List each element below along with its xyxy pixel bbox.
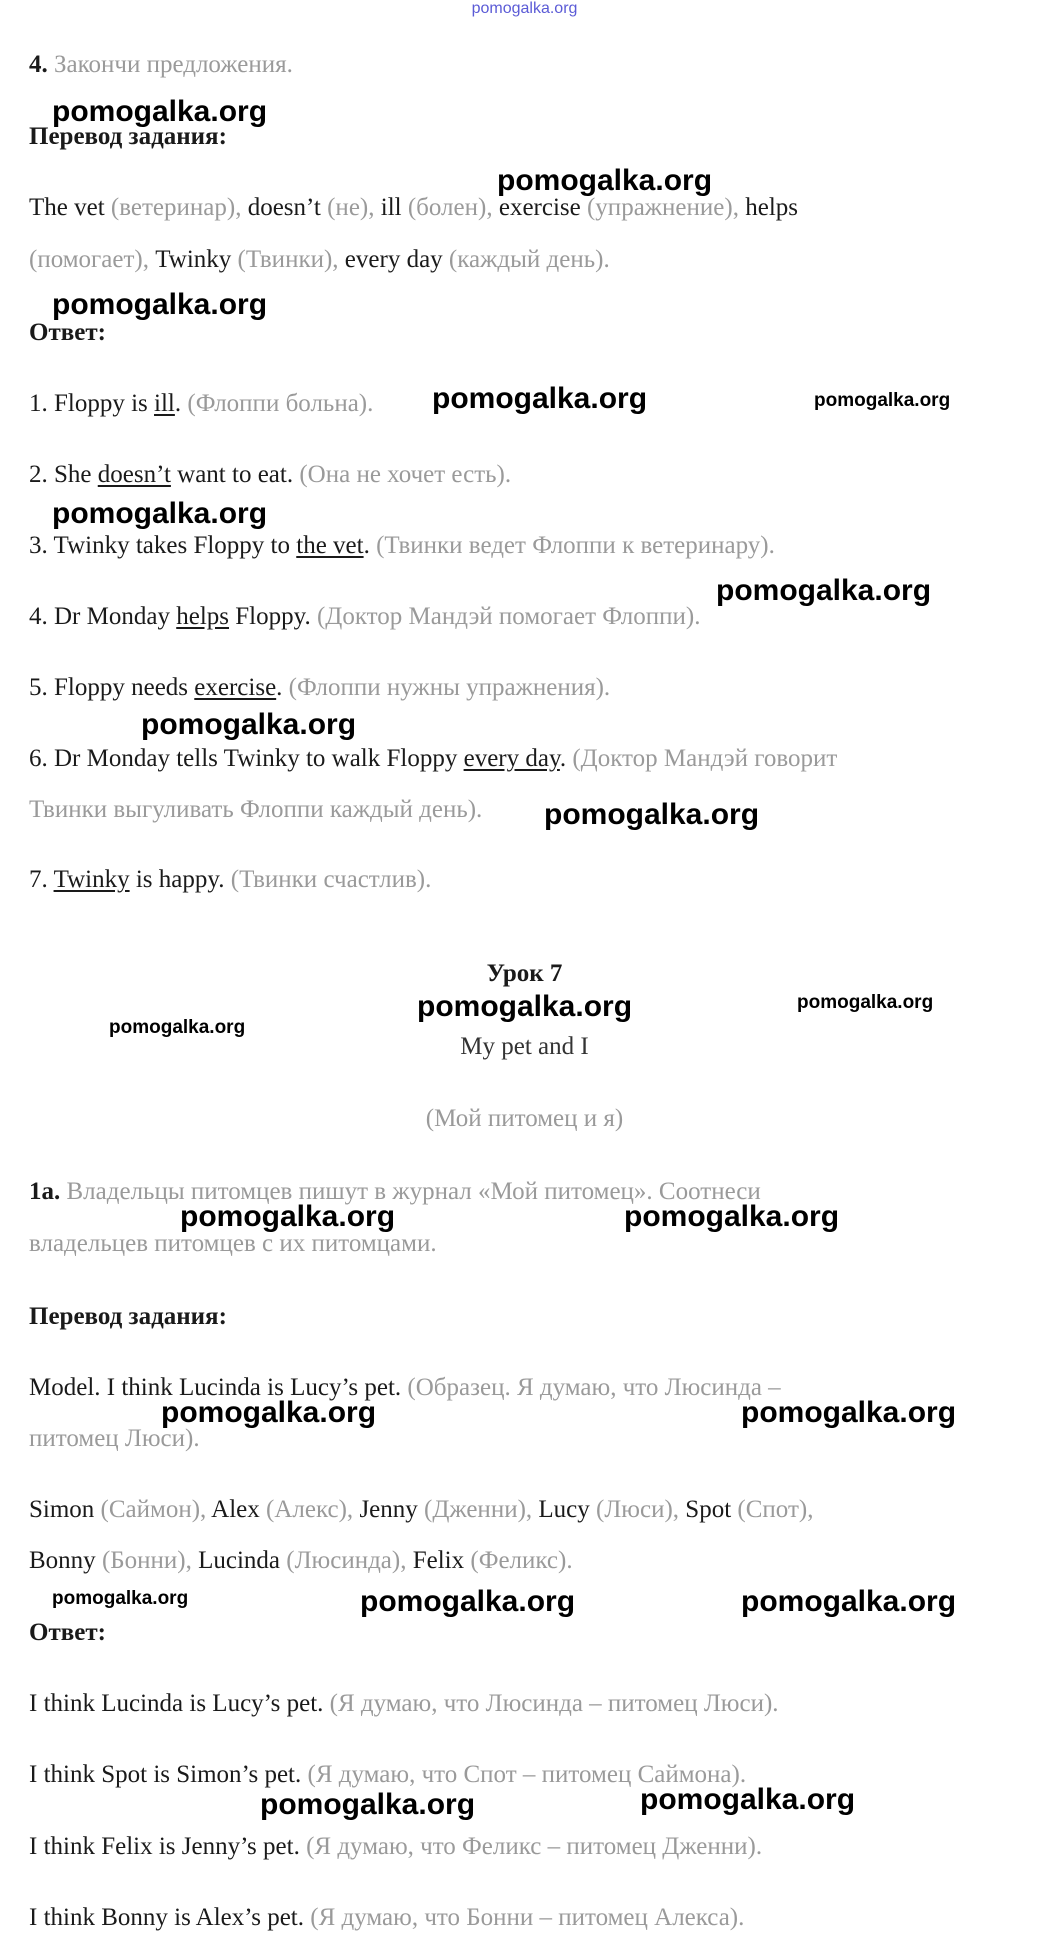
translation-text: (Люсинда), <box>280 1547 413 1574</box>
watermark: pomogalka.org <box>417 990 633 1023</box>
watermark: pomogalka.org <box>52 288 268 321</box>
translation-text: (Я думаю, что Спот – питомец Саймона). <box>307 1761 747 1788</box>
english-text: I think Felix is Jenny’s pet. <box>29 1833 307 1860</box>
task1a-names-line2 <box>29 1546 573 1576</box>
translation-text: (Образец. Я думаю, что Люсинда – <box>407 1374 781 1401</box>
english-text: Model. I think Lucinda is Lucy’s pet. <box>29 1374 408 1401</box>
watermark: pomogalka.org <box>741 1585 957 1618</box>
task1a-answer-1 <box>29 1689 779 1719</box>
watermark: pomogalka.org <box>360 1585 576 1618</box>
english-text: helps <box>745 194 798 221</box>
english-text: . <box>363 532 377 559</box>
task4-answer-1 <box>29 389 373 419</box>
english-text: I think Bonny is Alex’s pet. <box>29 1904 311 1931</box>
lesson-subtitle-ru: (Мой питомец и я) <box>425 1105 624 1132</box>
translation-text: (Саймон), <box>94 1496 212 1523</box>
english-text: is happy. <box>129 866 231 893</box>
task1a-answer-heading: Ответ: <box>29 1619 106 1646</box>
lesson-subtitle: My pet and I <box>460 1033 589 1060</box>
translation-text: (Дженни), <box>417 1496 539 1523</box>
task1a-names-line1 <box>29 1495 813 1525</box>
english-text: Jenny <box>359 1496 418 1523</box>
task1a-answer-2 <box>29 1760 746 1790</box>
english-text: Floppy. <box>229 603 317 630</box>
translation-text: (Флоппи больна). <box>187 390 374 417</box>
underlined-answer: Twinky <box>53 866 130 893</box>
translation-text: (болен), <box>401 194 499 221</box>
translation-text: (Доктор Мандэй говорит <box>572 745 838 772</box>
english-text: 3. Twinky takes Floppy to <box>29 532 297 559</box>
underlined-answer: every day <box>463 745 560 772</box>
translation-text: (Твинки ведет Флоппи к ветеринару). <box>376 532 775 559</box>
task4-answer-3 <box>29 531 775 561</box>
translation-text: (Она не хочет есть). <box>299 461 512 488</box>
task1a-number: 1a. <box>29 1178 61 1205</box>
watermark: pomogalka.org <box>497 164 713 197</box>
task4-answer-4 <box>29 602 700 632</box>
translation-text: (Алекс), <box>259 1496 360 1523</box>
english-text: 6. Dr Monday tells Twinky to walk Floppy <box>29 745 464 772</box>
english-text: . <box>174 390 188 417</box>
english-text: want to eat. <box>170 461 300 488</box>
watermark: pomogalka.org <box>814 390 951 411</box>
english-text: I think Lucinda is Lucy’s pet. <box>29 1690 330 1717</box>
task4-answer-6 <box>29 744 837 774</box>
task4-vocab-line2 <box>29 245 610 275</box>
task1a-answer-4 <box>29 1903 744 1933</box>
underlined-answer: ill <box>154 390 175 417</box>
english-text: I think Spot is Simon’s pet. <box>29 1761 308 1788</box>
translation-text: питомец Люси). <box>29 1425 200 1452</box>
translation-text: (Я думаю, что Феликс – питомец Дженни). <box>306 1833 763 1860</box>
watermark: pomogalka.org <box>180 1200 396 1233</box>
translation-text: (помогает), <box>29 246 156 273</box>
translation-text: (упражнение), <box>580 194 746 221</box>
translation-text: (Доктор Мандэй помогает Флоппи). <box>316 603 701 630</box>
task4-title <box>29 50 293 80</box>
task1a-answer-3 <box>29 1832 762 1862</box>
translation-text: (Я думаю, что Бонни – питомец Алекса). <box>310 1904 745 1931</box>
english-text: Alex <box>211 1496 260 1523</box>
task1a-title-line2: владельцев питомцев с их питомцами. <box>29 1230 437 1257</box>
english-text: exercise <box>498 194 581 221</box>
translation-text: (Люси), <box>589 1496 686 1523</box>
watermark: pomogalka.org <box>260 1788 476 1821</box>
english-text: Lucy <box>538 1496 590 1523</box>
lesson-heading: Урок 7 <box>486 960 563 987</box>
english-text: 7. <box>29 866 54 893</box>
watermark: pomogalka.org <box>624 1200 840 1233</box>
english-text: 4. Dr Monday <box>29 603 177 630</box>
task4-answer-7 <box>29 865 431 895</box>
watermark: pomogalka.org <box>741 1396 957 1429</box>
translation-text: (Бонни), <box>95 1547 199 1574</box>
translation-text: (Я думаю, что Люсинда – питомец Люси). <box>329 1690 779 1717</box>
watermark: pomogalka.org <box>640 1783 856 1816</box>
watermark: pomogalka.org <box>52 95 268 128</box>
english-text: Simon <box>29 1496 95 1523</box>
translation-text: (не), <box>320 194 381 221</box>
english-text: Twinky <box>155 246 232 273</box>
translation-text: (каждый день). <box>442 246 610 273</box>
english-text: 2. She <box>29 461 98 488</box>
watermark: pomogalka.org <box>52 497 268 530</box>
translation-text: (Феликс). <box>464 1547 573 1574</box>
site-link[interactable]: pomogalka.org <box>471 0 578 17</box>
english-text: every day <box>344 246 443 273</box>
watermark: pomogalka.org <box>432 382 648 415</box>
task4-translation-heading: Перевод задания: <box>29 123 227 150</box>
watermark: pomogalka.org <box>716 574 932 607</box>
translation-text: (Флоппи нужны упражнения). <box>288 674 611 701</box>
task4-answer-6-cont <box>29 795 482 825</box>
task1a-model-line1 <box>29 1373 781 1403</box>
english-text: . <box>276 674 289 701</box>
english-text: doesn’t <box>247 194 321 221</box>
english-text: Lucinda <box>198 1547 281 1574</box>
underlined-answer: the vet <box>296 532 364 559</box>
underlined-answer: exercise <box>194 674 277 701</box>
watermark: pomogalka.org <box>141 708 357 741</box>
task4-answer-5 <box>29 673 610 703</box>
task4-answer-2 <box>29 460 511 490</box>
task1a-translation-heading: Перевод задания: <box>29 1303 227 1330</box>
translation-text: (Твинки счастлив). <box>230 866 432 893</box>
english-text: Bonny <box>29 1547 96 1574</box>
watermark: pomogalka.org <box>52 1588 189 1609</box>
english-text: 1. Floppy is <box>29 390 155 417</box>
english-text: Felix <box>412 1547 465 1574</box>
english-text: . <box>559 745 573 772</box>
watermark: pomogalka.org <box>109 1017 246 1038</box>
english-text: The vet <box>29 194 105 221</box>
underlined-answer: helps <box>176 603 229 630</box>
translation-text: (ветеринар), <box>104 194 248 221</box>
translation-text: Твинки выгуливать Флоппи каждый день). <box>29 796 483 823</box>
english-text: Spot <box>685 1496 732 1523</box>
watermark: pomogalka.org <box>797 992 934 1013</box>
translation-text: (Твинки), <box>231 246 345 273</box>
underlined-answer: doesn’t <box>97 461 171 488</box>
task4-answer-heading: Ответ: <box>29 319 106 346</box>
task4-title-text: Закончи предложения. <box>47 51 293 78</box>
english-text: ill <box>380 194 402 221</box>
translation-text: (Спот), <box>731 1496 814 1523</box>
task1a-title-text: Владельцы питомцев пишут в журнал «Мой питомец». Соотнеси <box>60 1178 761 1205</box>
task4-number: 4. <box>29 51 48 78</box>
english-text: 5. Floppy needs <box>29 674 195 701</box>
watermark: pomogalka.org <box>544 798 760 831</box>
watermark: pomogalka.org <box>161 1396 377 1429</box>
